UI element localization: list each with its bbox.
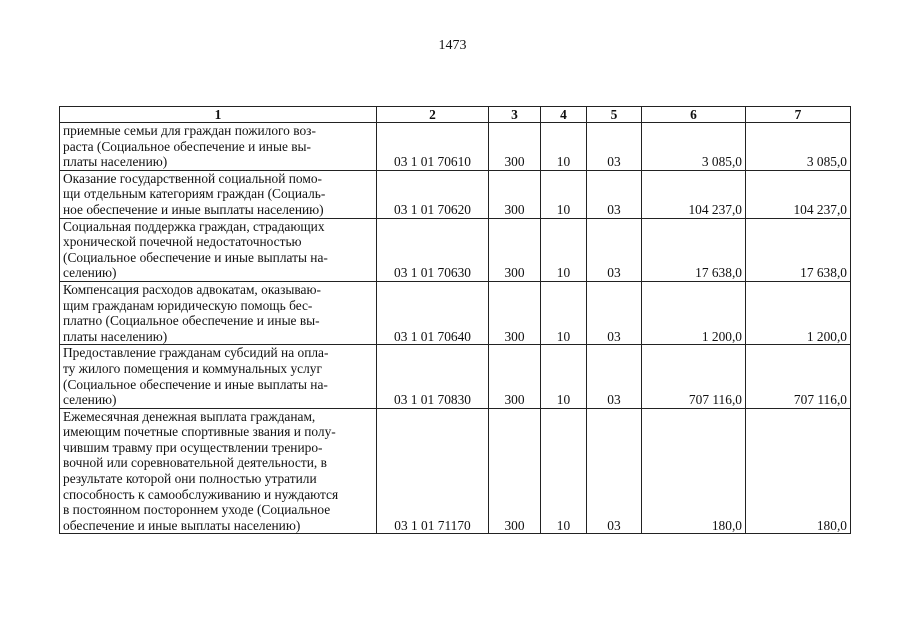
description-line: вочной или соревновательной деятельности, в xyxy=(63,455,327,471)
description-line: ту жилого помещения и коммунальных услуг xyxy=(63,360,322,376)
description-line: способность к самообслуживанию и нуждаются xyxy=(63,486,339,502)
row-amount-1: 17 638,0 xyxy=(642,218,746,281)
description-line: результате которой они полностью утратили xyxy=(63,471,317,487)
row-code: 03 1 01 70630 xyxy=(377,218,489,281)
row-description xyxy=(60,218,377,281)
description-line: (Социальное обеспечение и иные выплаты на- xyxy=(63,249,328,265)
row-description xyxy=(60,281,377,344)
table-row xyxy=(60,123,851,171)
description-line: ное обеспечение и иные выплаты населению) xyxy=(63,201,324,217)
description-line: обеспечение и иные выплаты населению) xyxy=(63,517,301,533)
row-code: 03 1 01 70620 xyxy=(377,170,489,218)
description-line: в постоянном постороннем уходе (Социальное xyxy=(63,502,331,518)
description-line: Социальная поддержка граждан, страдающих xyxy=(63,218,325,234)
row-section: 10 xyxy=(541,170,587,218)
description-line: хронической почечной недостаточностью xyxy=(63,234,302,250)
description-line: Предоставление гражданам субсидий на опла- xyxy=(63,345,329,361)
description-line: приемные семьи для граждан пожилого воз- xyxy=(63,123,316,138)
description-line: щим гражданам юридическую помощь бес- xyxy=(63,297,313,313)
table-row xyxy=(60,345,851,408)
row-expense-type: 300 xyxy=(489,408,541,534)
table-row xyxy=(60,218,851,281)
row-amount-1: 707 116,0 xyxy=(642,345,746,408)
description-line: имеющим почетные спортивные звания и полу- xyxy=(63,424,336,440)
row-amount-2: 180,0 xyxy=(746,408,851,534)
row-expense-type: 300 xyxy=(489,218,541,281)
description-line: Ежемесячная денежная выплата гражданам, xyxy=(63,408,316,424)
row-amount-1: 104 237,0 xyxy=(642,170,746,218)
row-subsection: 03 xyxy=(587,218,642,281)
description-line: (Социальное обеспечение и иные выплаты на- xyxy=(63,376,328,392)
row-subsection: 03 xyxy=(587,345,642,408)
table-row xyxy=(60,281,851,344)
row-code: 03 1 01 70610 xyxy=(377,123,489,171)
row-section: 10 xyxy=(541,123,587,171)
row-section: 10 xyxy=(541,218,587,281)
row-subsection: 03 xyxy=(587,170,642,218)
header-col-7: 7 xyxy=(746,107,851,123)
row-code: 03 1 01 70640 xyxy=(377,281,489,344)
header-col-5: 5 xyxy=(587,107,642,123)
description-line: щи отдельным категориям граждан (Социаль- xyxy=(63,186,326,202)
row-amount-2: 707 116,0 xyxy=(746,345,851,408)
row-code: 03 1 01 70830 xyxy=(377,345,489,408)
row-expense-type: 300 xyxy=(489,170,541,218)
row-amount-1: 180,0 xyxy=(642,408,746,534)
header-col-6: 6 xyxy=(642,107,746,123)
row-amount-1: 1 200,0 xyxy=(642,281,746,344)
row-subsection: 03 xyxy=(587,408,642,534)
description-line: платы населению) xyxy=(63,328,168,344)
table-header-row xyxy=(60,107,851,123)
row-amount-1: 3 085,0 xyxy=(642,123,746,171)
row-subsection: 03 xyxy=(587,281,642,344)
description-line: раста (Социальное обеспечение и иные вы- xyxy=(63,138,312,154)
table-row xyxy=(60,408,851,534)
description-line: чившим травму при осуществлении трениро- xyxy=(63,439,323,455)
description-line: селению) xyxy=(63,392,117,408)
row-description xyxy=(60,170,377,218)
description-line: платно (Социальное обеспечение и иные вы- xyxy=(63,313,320,329)
row-code: 03 1 01 71170 xyxy=(377,408,489,534)
row-amount-2: 17 638,0 xyxy=(746,218,851,281)
table-row xyxy=(60,170,851,218)
header-col-1: 1 xyxy=(60,107,377,123)
row-section: 10 xyxy=(541,408,587,534)
page-number: 1473 xyxy=(438,38,467,53)
row-description xyxy=(60,123,377,171)
description-line: Оказание государственной социальной помо- xyxy=(63,170,322,186)
description-line: селению) xyxy=(63,265,117,281)
row-description xyxy=(60,345,377,408)
row-amount-2: 3 085,0 xyxy=(746,123,851,171)
description-line: платы населению) xyxy=(63,154,168,170)
row-expense-type: 300 xyxy=(489,123,541,171)
row-amount-2: 1 200,0 xyxy=(746,281,851,344)
row-amount-2: 104 237,0 xyxy=(746,170,851,218)
row-expense-type: 300 xyxy=(489,281,541,344)
row-expense-type: 300 xyxy=(489,345,541,408)
header-col-2: 2 xyxy=(377,107,489,123)
budget-table xyxy=(59,106,851,534)
row-section: 10 xyxy=(541,281,587,344)
description-line: Компенсация расходов адвокатам, оказываю- xyxy=(63,281,321,297)
row-description xyxy=(60,408,377,534)
row-section: 10 xyxy=(541,345,587,408)
header-col-4: 4 xyxy=(541,107,587,123)
row-subsection: 03 xyxy=(587,123,642,171)
header-col-3: 3 xyxy=(489,107,541,123)
